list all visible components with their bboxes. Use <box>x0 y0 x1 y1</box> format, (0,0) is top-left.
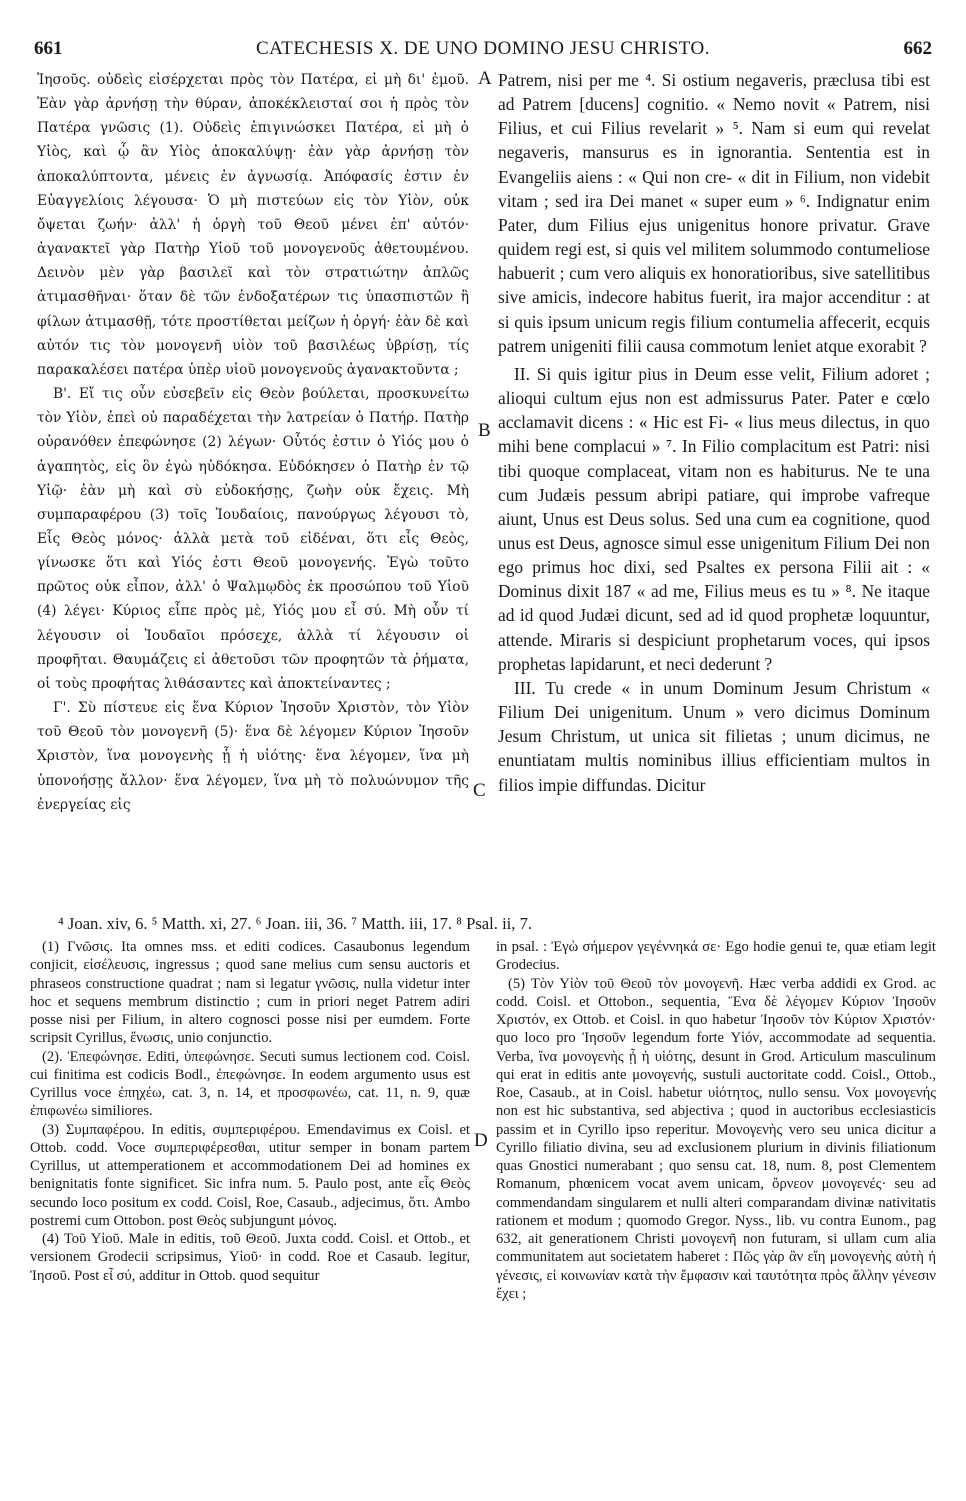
latin-column <box>498 68 930 904</box>
greek-column <box>37 68 469 904</box>
page-title: CATECHESIS X. DE UNO DOMINO JESU CHRISTO. <box>255 38 710 59</box>
footnote-4: (4) Τοῦ Υἱοῦ. Male in editis, τοῦ Θεοῦ. Juxta codd. Coisl. et Ottob., et versionem Grodecii scripsimus, Υἱοῦ· in codd. Roe et Casaub. legitur, Ἰησοῦ. Post εἶ σύ, additur in Ottob. quod sequitur <box>30 1231 470 1284</box>
running-header <box>34 38 932 60</box>
section-marker-b: B <box>478 420 491 441</box>
footnote-4-continued: in psal. : Ἐγὼ σήμερον γεγέννηκά σε· Ego hodie genui te, quæ etiam legit Grodecius. <box>496 939 936 974</box>
latin-paragraph-2: II. Si quis igitur pius in Deum esse velit, Filium adoret ; alioqui cultum ejus non est admissurus Pater. Pater e cœlo acclamavit dicens : « Hic est Fi- « lius meus dilectus, in quo mihi bene complacui » ⁷. In Filio complacitum est Patri: nisi tibi quoque complaceat, vitam non es habiturus. Ne te una cum Judæis pessum abripi patiare, qui improbe vafreque aiunt, Unus est Deus solus. Sed una cum ea cognitione, quod unus est Deus, agnosce simul esse unigenitum Filium Dei non ego primus hoc dixi, sed Psaltes ex persona Filii ait : « Dominus dixit 187 « ad me, Filius meus es tu » ⁸. Ne itaque ad id quod Judæi dicunt, sed ad id quod prophetæ loquuntur, attende. Miraris si despiciunt prophetarum voces, qui ipsos prophetas lapidarunt, et neci dederunt ? <box>498 363 930 674</box>
page-number-right: 662 <box>903 38 932 59</box>
footnotes-left <box>30 938 470 1488</box>
footnote-3: (3) Συμπαφέρου. In editis, συμπεριφέρου. Emendavimus ex Coisl. et Ottob. codd. Voce συμπεριφέρεσθαι, utitur semper in bonam partem Cyrillus, ut attemperationem et accommodationem Dei ad homines ex benignitatis fonte significet. Sic infra num. 5. Paulo post, ante εἷς Θεὸς secundo loco positum ex codd. Coisl, Roe, Casaub., adjecimus, ὅτι. Ambo postremi cum Ottobon. post Θεὸς subjungunt μόνος. <box>30 1121 470 1229</box>
greek-paragraph-3: Γ'. Σὺ πίστευε εἰς ἕνα Κύριον Ἰησοῦν Χριστὸν, τὸν Υἱὸν τοῦ Θεοῦ τὸν μονογενῆ (5)· ἕνα δὲ λέγομεν Κύριον Ἰησοῦν Χριστὸν, ἵνα μονογενὴς ᾖ ἡ υἱότης· ἕνα λέγομεν, ἵνα μὴ ὑπονοήσῃς ἄλλον· ἕνα λέγομεν, ἵνα μὴ τὸ πολυώνυμον τῆς ἐνεργείας εἰς <box>37 700 469 813</box>
page-number-left: 661 <box>34 38 63 59</box>
latin-paragraph-3: III. Tu crede « in unum Dominum Jesum Christum « Filium Dei unigenitum. Unum » vero dicimus Dominum Jesum Christum, ut unica sit filietas ; unum dicimus, ne enuntiatam multis nominibus illius efficientiam multos in filios impie diffundas. Dicitur <box>498 677 930 795</box>
footnotes-right <box>496 938 936 1488</box>
greek-paragraph-1: Ἰησοῦς. οὐδεὶς εἰσέρχεται πρὸς τὸν Πατέρα, εἰ μὴ δι' ἐμοῦ. Ἐὰν γὰρ ἀρνήσῃ τὴν θύραν, ἀποκέκλεισταί σοι ἡ πρὸς τὸν Πατέρα γνῶσις (1). Οὐδεὶς ἐπιγινώσκει Πατέρα, εἰ μὴ ὁ Υἱὸς, καὶ ᾧ ἂν Υἱὸς ἀποκαλύψῃ· ἐὰν γὰρ ἀρνήσῃ τὸν ἀποκαλύπτοντα, μένεις ἐν ἀγνωσίᾳ. Ἀπόφασίς ἐστιν ἐν Εὐαγγελίοις λέγουσα· Ὁ μὴ πιστεύων εἰς τὸν Υἱὸν, οὐκ ὄψεται ζωήν· ἀλλ' ἡ ὀργὴ τοῦ Θεοῦ μένει ἐπ' αὐτόν· ἀγανακτεῖ γὰρ Πατὴρ Υἱοῦ τοῦ μονογενοῦς ἀθετουμένου. Δεινὸν μὲν γὰρ βασιλεῖ καὶ τὸν στρατιώτην ἁπλῶς ἀτιμασθῆναι· ὅταν δὲ τῶν ἐνδοξατέρων τις ὑπασπιστῶν ἢ φίλων ἀτιμασθῇ, τότε προστίθεται μείζων ἡ ὀργή· ἐὰν δὲ καὶ αὐτόν τις τὸν μονογενῆ υἱὸν τοῦ βασιλέως ὑβρίσῃ, τίς παρακαλέσει πατέρα ὑπὲρ υἱοῦ μονογενοῦς ἀγανακτοῦντα ; <box>37 72 469 378</box>
reference-line: ⁴ Joan. xiv, 6. ⁵ Matth. xi, 27. ⁶ Joan. iii, 36. ⁷ Matth. iii, 17. ⁸ Psal. ii, 7. <box>58 914 533 933</box>
scripture-references <box>58 914 918 934</box>
greek-paragraph-2: Β'. Εἴ τις οὖν εὐσεβεῖν εἰς Θεὸν βούλεται, προσκυνείτω τὸν Υἱὸν, ἐπεὶ οὐ παραδέχεται τὴν λατρείαν ὁ Πατήρ. Πατὴρ οὐρανόθεν ἐπεφώνησε (2) λέγων· Οὗτός ἐστιν ὁ Υἱός μου ὁ ἀγαπητὸς, εἰς ὃν ἐγὼ ηὐδόκησα. Εὐδόκησεν ὁ Πατὴρ ἐν τῷ Υἱῷ· ἐὰν μὴ καὶ σὺ εὐδοκήσῃς, ζωὴν οὐκ ἔχεις. Μὴ συμπαραφέρου (3) τοῖς Ἰουδαίοις, πανούργως λέγουσι τὸ, Εἷς Θεὸς μόνος· ἀλλὰ μετὰ τοῦ εἰδέναι, ὅτι εἷς Θεὸς, γίνωσκε ὅτι καὶ Υἱός ἐστι Θεοῦ μονογενής. Ἐγὼ τοῦτο πρῶτος οὐκ εἶπον, ἀλλ' ὁ Ψαλμῳδὸς ἐκ προσώπου τοῦ Υἱοῦ (4) λέγει· Κύριος εἶπε πρὸς μὲ, Υἱός μου εἶ σύ. Μὴ οὖν τί λέγουσιν οἱ Ἰουδαῖοι πρόσεχε, ἀλλὰ τί λέγουσιν οἱ προφῆται. Θαυμάζεις εἰ ἀθετοῦσι τῶν προφητῶν τὰ ῥήματα, οἱ τοὺς προφήτας λιθάσαντες καὶ ἀποκτείναντες ; <box>37 386 469 692</box>
section-marker-d: D <box>474 1130 488 1151</box>
footnote-5: (5) Τὸν Υἱὸν τοῦ Θεοῦ τὸν μονογενῆ. Hæc verba addidi ex Grod. ac codd. Coisl. et Ottobon., sequentia, Ἕνα δὲ λέγομεν Κύριον Ἰησοῦν Χριστόν, ex Ottob. et Coisl. in quo habetur Ἰησοῦν τὸν Κύριον Χριστόν· quo loco pro Ἰησοῦν legendum forte Υἱόν, accommodate ad sequentia. Verba, ἵνα μονογενὴς ᾖ ἡ υἱότης, desunt in Grod. Articulum masculinum qui erat in editis ante μονογενής, sustuli auctoritate codd. Coisl., Ottob., Roe, Casaub., at in Coisl. habetur υἱότητος, nullo sensu. Vox μονογενής non est hic substantiva, sed abjectiva ; quod in auctoribus ecclesiasticis passim et in Cyrillo ipso reperitur. Μονογενὴς vero seu unica dicitur a Cyrillo filiatio divina, seu ad exclusionem plurium in divinis filiationum quas Gnostici numerabant ; quo sensu cat. 18, num. 8, post Clementem Romanum, phœnicem vocat avem unicam, ὄρνεον μονογενές· seu ad commendandam singularem et nulli alteri comparandam divinæ nativitatis rationem et modum ; quomodo Gregor. Nyss., lib. vu contra Eunom., pag 632, ait generationem Christi μονογενῆ non futuram, si ullam cum alia communitatem aut societatem haberet : Πῶς γὰρ ἂν εἴη μονογενὴς αὐτὴ ἡ γένεσις, εἰ κοινωνίαν κατὰ τὴν ἔμφασιν καὶ ταυτότητα πρὸς ἄλλην γένεσιν ἔχει ; <box>496 975 936 1302</box>
footnote-2: (2). Ἐπεφώνησε. Editi, ὑπεφώνησε. Secuti sumus lectionem cod. Coisl. cui finitima est codicis Bodl., ἐπεφώνησε. In eodem argumento usus est Cyrillus voce ἐπηχέω, cat. 3, n. 14, et προσφωνέω, cat. 11, n. 9, quæ ἐπιφωνέω similiores. <box>30 1048 470 1120</box>
footnote-1: (1) Γνῶσις. Ita omnes mss. et editi codices. Casaubonus legendum conjicit, εἰσέλευσις, ingressus ; quod sane melius cum sensu auctoris et phraseos constructione quadrat ; nam si legatur γνῶσις, nulla videtur inter hoc et sequens membrum distinctio ; cum in priori neget Patrem adiri posse nisi per Filium, in altero cognosci posse nisi per eumdem. Forte scripsit Cyrillus, ἕνωσις, unio conjunctio. <box>30 939 470 1047</box>
section-marker-c: C <box>473 780 486 801</box>
latin-paragraph-1: Patrem, nisi per me ⁴. Si ostium negaveris, præclusa tibi est ad Patrem [ducens] cognitio. « Nemo novit « Patrem, nisi Filius, et cui Filius revelarit » ⁵. Nam si eum qui revelat negaveris, mansurus es in ignorantia. Sententia est in Evangeliis aiens : « Qui non cre- « dit in Filium, non videbit vitam ; sed ira Dei manet « super eum » ⁶. Indignatur enim Pater, dum Filius ejus unigenitus honore privatur. Grave quidem regi est, si quis vel militem solummodo contumeliose habuerit ; cum vero aliquis ex honoratioribus, sive satellitibus sive amicis, indecore habitus fuerit, ira major accenditur : at si quis ipsum unicum regis filium contumelia affecerit, ecquis patrem unigeniti filii causa commotum leniet atque exorabit ? <box>498 70 930 356</box>
section-marker-a: A <box>478 68 492 89</box>
